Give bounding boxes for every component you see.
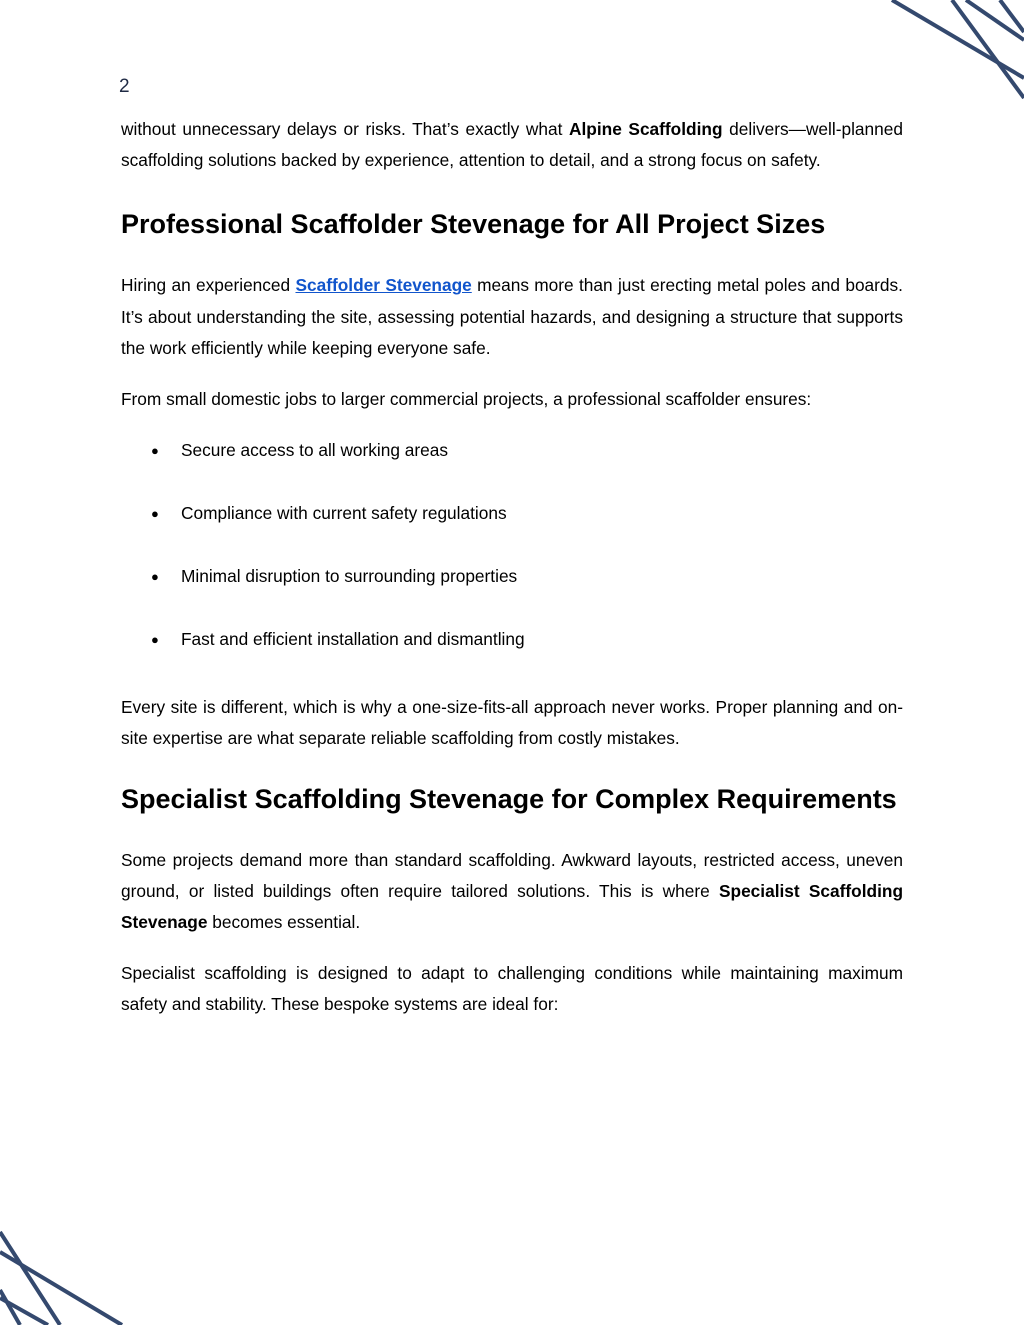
paragraph-hiring (121, 270, 903, 364)
document-body (121, 114, 903, 1021)
list-item: ● Secure access to all working areas (121, 435, 903, 466)
list-item: ● Fast and efficient installation and dismantling (121, 624, 903, 655)
text: becomes essential. (207, 912, 361, 933)
list-item: ● Compliance with current safety regulations (121, 498, 903, 529)
corner-lines-decoration-bottom (0, 1220, 140, 1325)
corner-lines-decoration-top (880, 0, 1024, 110)
text: Some projects demand more than standard scaffolding. Awkward layouts, restricted access, uneven ground, or listed buildings often require tailored solutions. This is where (121, 849, 903, 901)
scaffolder-stevenage-link[interactable]: Scaffolder Stevenage (295, 275, 472, 296)
heading-specialist-scaffolding: Specialist Scaffolding Stevenage for Complex Requirements (121, 783, 897, 814)
intro-paragraph (121, 114, 903, 176)
brand-name: Alpine Scaffolding (569, 119, 723, 139)
paragraph-specialist-designed: Specialist scaffolding is designed to adapt to challenging conditions while maintaining maximum safety and stability. These bespoke systems are ideal for: (121, 963, 903, 1015)
page-number: 2 (119, 76, 130, 97)
list-item: ● Minimal disruption to surrounding properties (121, 561, 903, 592)
benefits-list (121, 435, 903, 655)
paragraph-ensures: From small domestic jobs to larger commercial projects, a professional scaffolder ensures: (121, 389, 812, 410)
text: means more than just erecting metal poles and boards. It’s about understanding the site, assessing potential hazards, and designing a structure that supports the work efficiently while keeping everyone safe. (121, 275, 903, 358)
heading-professional-scaffolder: Professional Scaffolder Stevenage for All Project Sizes (121, 209, 826, 240)
text: without unnecessary delays or risks. That’s exactly what (121, 119, 569, 139)
paragraph-some-projects (121, 845, 903, 939)
text: delivers—well-planned scaffolding solutions backed by experience, attention to detail, and a strong focus on safety. (121, 119, 903, 171)
text: Hiring an experienced (121, 275, 296, 296)
bold-phrase: Specialist Scaffolding Stevenage (121, 880, 903, 933)
paragraph-every-site: Every site is different, which is why a one-size-fits-all approach never works. Proper planning and on-site expertise are what separate reliable scaffolding from costly mistakes. (121, 697, 903, 749)
